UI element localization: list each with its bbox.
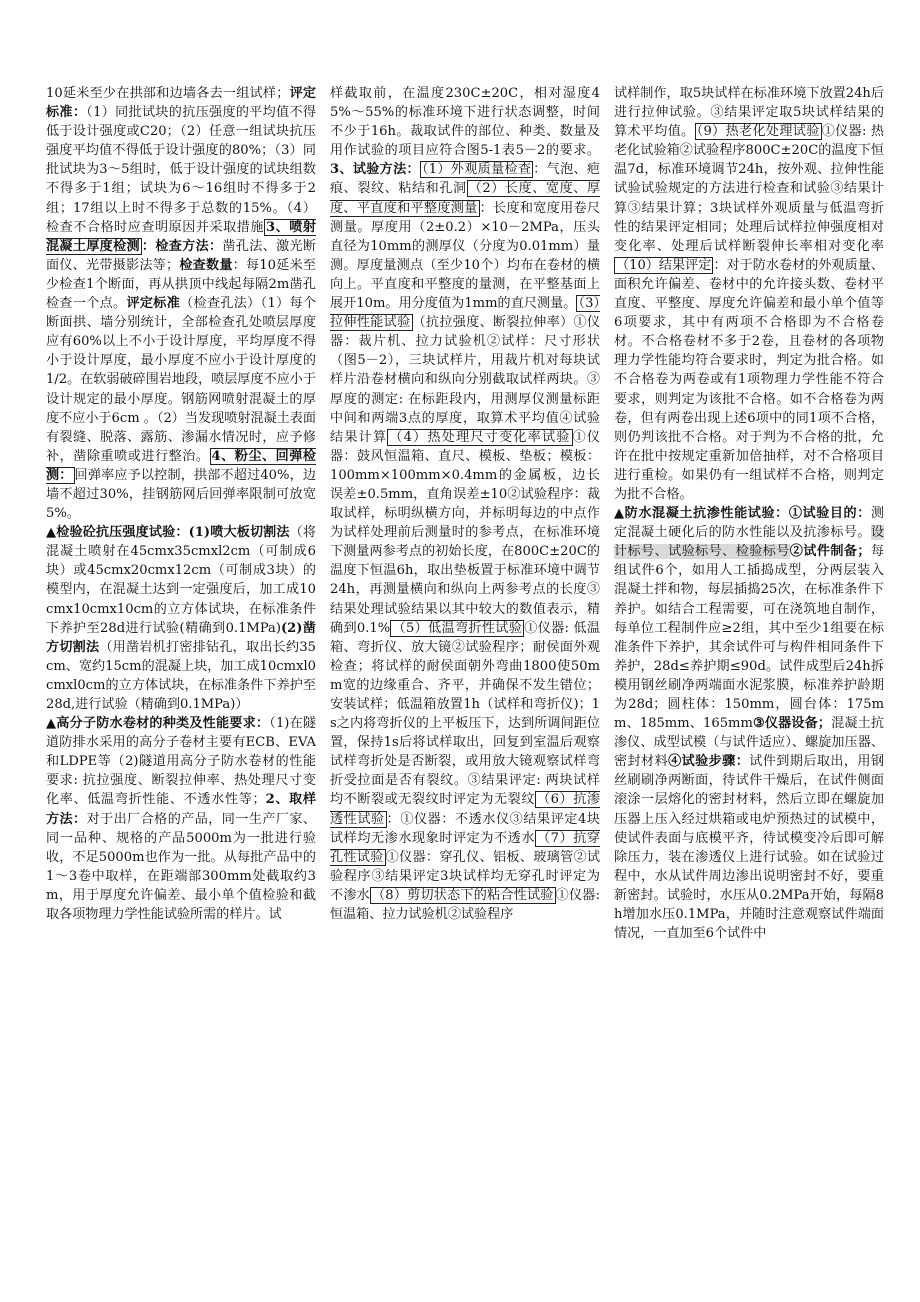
- text-run: 凿孔法、激光断面仪、光带摄影法等；: [46, 238, 316, 273]
- text-run: （抗拉强度、断裂拉伸率）①仪器：裁片机、拉力试验机②试样：尺寸形状（图5－2），三块试样片，用裁片机对每块试样片沿卷材横向和纵向分别截取试样两块。③厚度的测定: 在标距段内，用测厚仪测量标距中间和两端3点的厚度，取算术平均值④试验结果计算: [330, 315, 600, 445]
- boxed-heading: 4、粉尘、回弹检测：: [46, 448, 316, 483]
- text-run: ：①仪器：不透水仪③结果评定4块试样均无渗水现象时评定为不透水: [330, 811, 600, 846]
- boxed-heading: （8）剪切状态下的粘合性试验: [371, 887, 554, 903]
- boxed-heading: （4）热处理尺寸变化率试验: [389, 429, 571, 445]
- text-run: 对于出厂合格的产品，同一生产厂家、同一品种、规格的产品5000m为一批进行验收，不足5000m也作为一批。从每批产品中的1～3卷中取样，在距端部300mm处截取约3m，用于厚度允许偏差、最小单个值检验和截取各项物理力学性能试验所需的样片。试: [46, 811, 316, 923]
- bold-text: ▲防水混凝土抗渗性能试验：①试验目的：: [614, 506, 871, 522]
- boxed-heading: （7）抗穿孔性试验: [330, 830, 600, 865]
- paragraph: [614, 84, 884, 504]
- text-run: 测定混凝土硬化后的防水性能以及抗渗标号。: [614, 506, 884, 541]
- paragraph: [330, 84, 600, 924]
- bold-text: ④试验步骤：: [668, 754, 750, 770]
- bold-text: ：检查方法：: [141, 238, 223, 254]
- bold-text: ▲高分子防水卷材的种类及性能要求：: [46, 716, 270, 732]
- paragraph: [46, 84, 316, 523]
- paragraph: [46, 523, 316, 714]
- text-run: ：对于防水卷材的外观质量、面积允许偏差、卷材中的允许接头数、卷材平直度、平整度、厚度允许偏差和最小单个值等6项要求，其中有两项不合格即为不合格卷材。不合格卷材不多于2卷，且卷材的各项物理力学性能均符合要求时，判定为批合格。如不合格卷为两卷或有1项物理力学性能不符合要求，则判定为该批不合格。如不合格卷为两卷，但有两卷出现上述6项中的同1项不合格，则仍判该批不合格。对于判为不合格的批，允许在批中按规定重新加倍抽样，对不合格项目进行重检。如果仍有一组试样不合格，则判定为批不合格。: [614, 257, 884, 502]
- text-column-1: [46, 84, 316, 1284]
- text-run: ①仪器：鼓风恒温箱、直尺、模板、垫板；模板：100mm×100mm×0.4mm的金属板，边长误差±0.5mm，直角误差±10②试验程序：裁取试样，标明纵横方向，并标明每边的中点作为试样处理前后测量时的参考点，在标准环境下测量两参考点的初始长度，在800C±20C的温度下恒温6h，取出垫板置于标准环境中调节24h，再测量横向和纵向上两参考点的长度③结果处理试验结果以其中较大的数值表示，精确到0.1%: [330, 429, 600, 636]
- bold-text: ▲检验砼抗压强度试验：(1)喷大板切割法: [46, 525, 290, 541]
- text-run: （将混凝土喷射在45cmx35cmxl2cm（可制成6块）或45cmx20cmx12cm（可制成3块）的模型内，在混凝土达到一定强度后，加工成10cmx10cmx10cm的立方体试块，在标准条件下养护至28d进行试验(精确到0.1MPa): [46, 525, 316, 636]
- boxed-heading: （9）热老化处理试验: [696, 124, 820, 140]
- boxed-heading: （6）抗渗透性试验: [330, 792, 600, 827]
- text-run: ：气泡、疤痕、裂纹、粘结和孔洞: [330, 162, 600, 197]
- text-run: 样截取前，在温度230C±20C，相对湿度45%～55%的标准环境下进行状态调整，时间不少于16h。裁取试件的部位、种类、数量及用作试验的项目应符合图5-1表5－2的要求。: [330, 86, 600, 159]
- text-run: ①仪器: 低温箱、弯折仪、放大镜②试验程序；耐侯面外观检查；将试样的耐侯面朝外弯曲1800使50mm宽的边缘重合、齐平，并确保不发生错位；安装试样；低温箱放置1h（试样和弯折仪)；1s之内将弯折仪的上平板压下，达到所调间距位置，保持1s后将试样取出，回复到室温后观察试样弯折处是否断裂，或用放大镜观察试样弯折受拉面是否有裂纹。③结果评定: 两块试样均不断裂或无裂纹时评定为无裂纹: [330, 620, 600, 808]
- text-run: 试样制作，取5块试样在标准环境下放置24h后进行拉伸试验。③结果评定取5块试样结果的算术平均值。: [614, 86, 884, 140]
- text-run: ：每10延米至少检查1个断面，再从拱顶中线起每隔2m凿孔检查一个点。: [46, 257, 316, 312]
- bold-text: ②试件制备；: [789, 544, 871, 560]
- text-run: 10延米至少在拱部和边墙各去一组试样；: [46, 86, 290, 101]
- bold-text: ③仪器设备；: [752, 716, 831, 732]
- bold-text: 评定标准：: [46, 86, 316, 121]
- text-run: ①仪器: 热老化试验箱②试验程序800C±20C的温度下恒温7d，标准环境调节24h，按外观、拉伸性能试验试验规定的方法进行检查和试验③结果计算③结果计算；3块试样外观质量与低温弯折性的结果评定相同；处理后试样拉伸强度相对变化率、处理后试样断裂伸长率相对变化率: [614, 124, 884, 254]
- text-run: ①仪器：穿孔仪、铝板、玻璃管②试验程序③结果评定3块试样均无穿孔时评定为不渗水: [330, 849, 600, 903]
- bold-text: 2、取样方法：: [46, 792, 316, 827]
- bold-text: 评定标准: [126, 296, 181, 312]
- boxed-heading: （3）拉伸性能试验: [330, 296, 600, 331]
- paragraph: [614, 504, 884, 943]
- boxed-heading: （2）长度、宽度、厚度、平直度和平整度测量: [330, 181, 600, 216]
- boxed-heading: （5）低温弯折性试验: [392, 620, 523, 636]
- text-run: ①仪器: 恒温箱、拉力试验机②试验程序: [330, 887, 600, 923]
- text-run: 混凝土抗渗仪、成型试模（与试件适应）、螺旋加压器、密封材料: [614, 716, 884, 770]
- text-run: ：长度和宽度用卷尺测量。厚度用（2±0.2）×10－2MPa，压头直径为10mm的测厚仪（分度为0.01mm）量测。厚度量测点（至少10个）均布在卷材的横向上。平直度和平整度的量测，在平整基面上展开10m。用分度值为1mm的直尺测量。: [330, 200, 600, 312]
- text-run: （检查孔法）（1）每个断面拱、墙分别统计，全部检查孔处喷层厚度应有60%以上不小于设计厚度，平均厚度不得小于设计厚度，最小厚度不应小于设计厚度的1/2。在软弱破碎围岩地段，喷层厚度不应小于设计规定的最小厚度。钢筋网喷射混凝土的厚度不应小于6cm 。（2）当发现喷射混凝土表面有裂缝、脱落、露筋、渗漏水情况时，应予修补，凿除重喷或进行整治。: [46, 296, 316, 464]
- boxed-heading: 3、喷射混凝土厚度检测: [46, 219, 316, 254]
- text-run: （1）同批试块的抗压强度的平均值不得低于设计强度或C20；（2）任意一组试块抗压强度平均值不得低于设计强度的80%；（3）同批试块为3～5组时，低于设计强度的试块组数不得多于1组；试块为6～16组时不得多于2组；17组以上时不得多于总数的15%。（4）检查不合格时应查明原因并采取措施: [46, 105, 316, 235]
- highlighted-text: 设计标号、试验标号、检验标号: [614, 525, 884, 560]
- bold-text: 检查数量: [179, 257, 233, 273]
- boxed-heading: （10）结果评定: [616, 257, 712, 273]
- bold-text: 3、试验方法：: [330, 162, 420, 178]
- paragraph: [46, 714, 316, 924]
- text-run: （用凿岩机打密排钻孔，取出长约35cm、宽约15cm的混凝上块，加工成10cmxl0cmxl0cm的立方体试块，在标准条件下养护至28d,进行试验（精确到0.1MPa)）: [46, 639, 316, 712]
- bold-text: (2)凿方切割法: [46, 620, 316, 655]
- boxed-heading: （1）外观质量检查: [421, 162, 532, 178]
- text-run: 回弹率应予以控制，拱部不超过40%，边墙不超过30%，挂钢筋网后回弹率限制可放宽5%。: [46, 467, 316, 522]
- text-run: 每组试件6个，如用人工插捣成型，分两层装入混凝土拌和物，每层插捣25次，在标准条件下养护。如结合工程需要，可在浇筑地自制作，每单位工程制件应≥2组，其中至少1组要在标准条件下养护，其余试件可与构件相同条件下养护，28d≤养护期≤90d。试件成型后24h拆模用钢丝刷净两端面水泥浆膜，标准养护龄期为28d；圆柱体：150mm，圆台体：175mm、185mm、165mm: [614, 544, 884, 732]
- text-run: （1)在隧道防排水采用的高分子卷材主要有ECB、EVA和LDPE等（2)隧道用高分子防水卷材的性能要求: 抗拉强度、断裂拉伸率、热处理尺寸变化率、低温弯折性能、不透水性等；: [46, 716, 316, 808]
- text-column-3: [614, 84, 884, 1284]
- text-run: 试件到期后取出，用钢丝刷刷净两断面，待试件干燥后，在试件侧面滚涂一层熔化的密封材料，然后立即在螺旋加压器上压入经过烘箱或电炉预热过的试模中，使试件表面与底模平齐，待试模变冷后即可解除压力，装在渗透仪上进行试验。如在试验过程中，水从试件周边渗出说明密封不好，要重新密封。试验时，水压从0.2MPa开始，每隔8h增加水压0.1MPa，并随时注意观察试件端面情况，一直加至6个试件中: [614, 754, 884, 942]
- text-column-2: [330, 84, 600, 1284]
